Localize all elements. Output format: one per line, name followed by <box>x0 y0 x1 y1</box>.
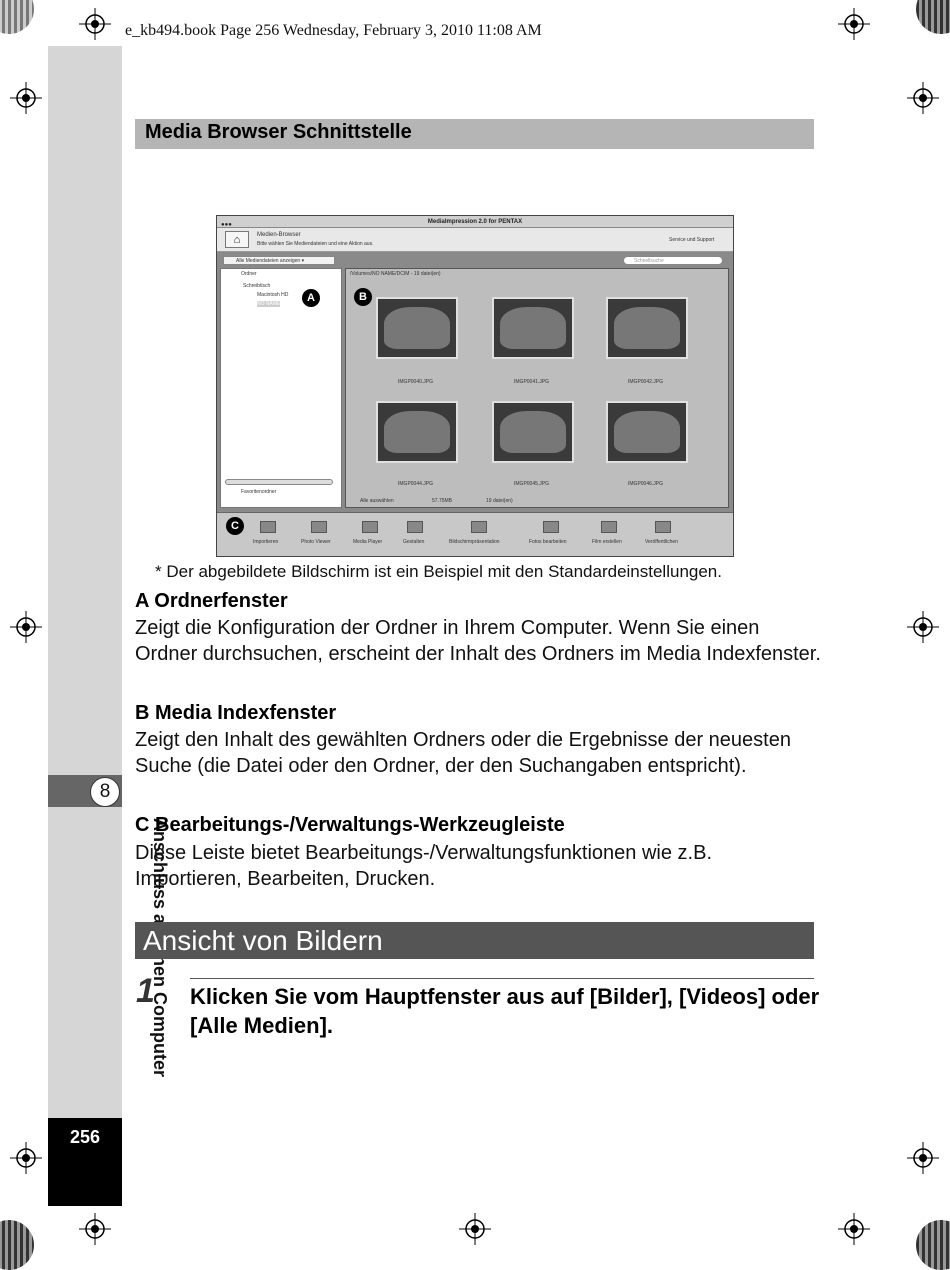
item-body-a: Zeigt die Konfiguration der Ordner in Ihrem Computer. Wenn Sie einen Ordner durchsuchen, erscheint der Inhalt des Ordners im Media Indexfenster. <box>135 617 821 665</box>
callout-b: B <box>354 288 372 306</box>
chapter-sidebar <box>48 46 122 1206</box>
item-body-c: Diese Leiste bietet Bearbeitungs-/Verwaltungsfunktionen wie z.B. Importieren, Bearbeiten, Drucken. <box>135 842 713 890</box>
folder-pane <box>220 268 342 508</box>
registration-mark-icon <box>907 611 939 643</box>
top-bar <box>217 228 733 252</box>
window-title: MediaImpression 2.0 for PENTAX <box>427 219 523 225</box>
item-title-b: B Media Indexfenster <box>135 702 337 724</box>
registration-mark-icon <box>838 8 870 40</box>
publish-icon <box>655 521 671 533</box>
registration-mark-icon <box>907 82 939 114</box>
item-title-a: A Ordnerfenster <box>135 590 288 612</box>
window-titlebar <box>217 216 733 228</box>
file-count: 19 datei(en) <box>486 498 513 504</box>
thumbnail-label: IMGP0041.JPG <box>514 379 550 385</box>
page-number: 256 <box>69 1127 101 1147</box>
corner-target-icon <box>916 1220 950 1270</box>
traffic-lights-icon: ●●● <box>221 222 232 228</box>
registration-mark-icon <box>459 1213 491 1245</box>
toolbar-label: Importieren <box>253 539 279 545</box>
edit-toolbar <box>217 512 733 556</box>
registration-mark-icon <box>10 611 42 643</box>
item-title-c: C Bearbeitungs-/Verwaltungs-Werkzeugleiste <box>135 814 565 836</box>
callout-a: A <box>302 289 320 307</box>
callout-c: C <box>226 517 244 535</box>
movie-icon <box>601 521 617 533</box>
step-text: Klicken Sie vom Hauptfenster aus auf [Bilder], [Videos] oder [Alle Medien]. <box>190 984 820 1038</box>
breadcrumb-subtitle: Bitte wählen Sie Mediendateien und eine Aktion aus. <box>257 241 374 247</box>
breadcrumb-title: Medien-Browser <box>257 232 301 238</box>
thumbnail-label: IMGP0040.JPG <box>398 379 434 385</box>
edit-photos-icon <box>543 521 559 533</box>
toolbar-label: Photo Viewer <box>301 539 331 545</box>
registration-mark-icon <box>10 1142 42 1174</box>
tree-item: Macintosh HD <box>257 292 289 298</box>
thumbnail-label: IMGP0046.JPG <box>628 481 664 487</box>
step-divider <box>190 978 814 979</box>
corner-target-icon <box>916 0 950 34</box>
toolbar-label: Gestalten <box>403 539 425 545</box>
toolbar-label: Veröffentlichen <box>645 539 678 545</box>
tree-item-selected: NO NAME <box>257 301 281 307</box>
import-icon <box>260 521 276 533</box>
thumbnail <box>376 297 458 359</box>
section-title: Ansicht von Bildern <box>143 925 383 956</box>
footnote: * Der abgebildete Bildschirm ist ein Beispiel mit den Standardeinstellungen. <box>155 562 722 581</box>
item-body-b: Zeigt den Inhalt des gewählten Ordners oder die Ergebnisse der neuesten Suche (die Datei oder den Ordner, der den Suchangaben entspricht). <box>135 729 791 777</box>
corner-target-icon <box>0 1220 34 1270</box>
print-header: e_kb494.book Page 256 Wednesday, February 3, 2010 11:08 AM <box>125 22 542 39</box>
media-player-icon <box>362 521 378 533</box>
thumbnail-label: IMGP0044.JPG <box>398 481 434 487</box>
registration-mark-icon <box>79 1213 111 1245</box>
home-icon: ⌂ <box>225 231 249 248</box>
folder-header: Ordner <box>241 271 257 277</box>
thumbnail-label: IMGP0042.JPG <box>628 379 664 385</box>
step-number: 1 <box>136 972 155 1010</box>
registration-mark-icon <box>838 1213 870 1245</box>
thumbnail <box>492 297 574 359</box>
corner-target-icon <box>0 0 34 34</box>
media-index-pane <box>345 268 729 508</box>
horizontal-scrollbar <box>225 479 333 485</box>
thumbnail <box>606 297 688 359</box>
support-link: Service und Support <box>669 237 715 243</box>
total-size: 57.75MB <box>432 498 453 504</box>
thumbnail <box>492 401 574 463</box>
filter-dropdown: Alle Mediendateien anzeigen ▾ <box>223 256 335 265</box>
section-title: Media Browser Schnittstelle <box>145 121 412 143</box>
registration-mark-icon <box>79 8 111 40</box>
thumbnail <box>606 401 688 463</box>
filter-label: Alle Mediendateien anzeigen <box>236 258 301 264</box>
toolbar-label: Fotos bearbeiten <box>529 539 567 545</box>
path-bar: /Volumes/NO NAME/DCIM - 19 datei(en) <box>350 271 441 277</box>
thumbnail-label: IMGP0045.JPG <box>514 481 550 487</box>
select-all-button: Alle auswählen <box>360 498 394 504</box>
toolbar-label: Media Player <box>353 539 383 545</box>
toolbar-label: Film erstellen <box>592 539 622 545</box>
slideshow-icon <box>471 521 487 533</box>
media-browser-screenshot <box>216 215 734 557</box>
photo-viewer-icon <box>311 521 327 533</box>
thumbnail <box>376 401 458 463</box>
registration-mark-icon <box>907 1142 939 1174</box>
tree-item: Schreibtisch <box>243 283 271 289</box>
favorites-header: Favoritenordner <box>241 489 277 495</box>
search-placeholder: Schnellsuche <box>634 258 664 264</box>
toolbar-label: Bildschirmpräsentation <box>449 539 500 545</box>
create-icon <box>407 521 423 533</box>
chapter-number: 8 <box>90 777 120 807</box>
registration-mark-icon <box>10 82 42 114</box>
search-input <box>623 256 723 265</box>
